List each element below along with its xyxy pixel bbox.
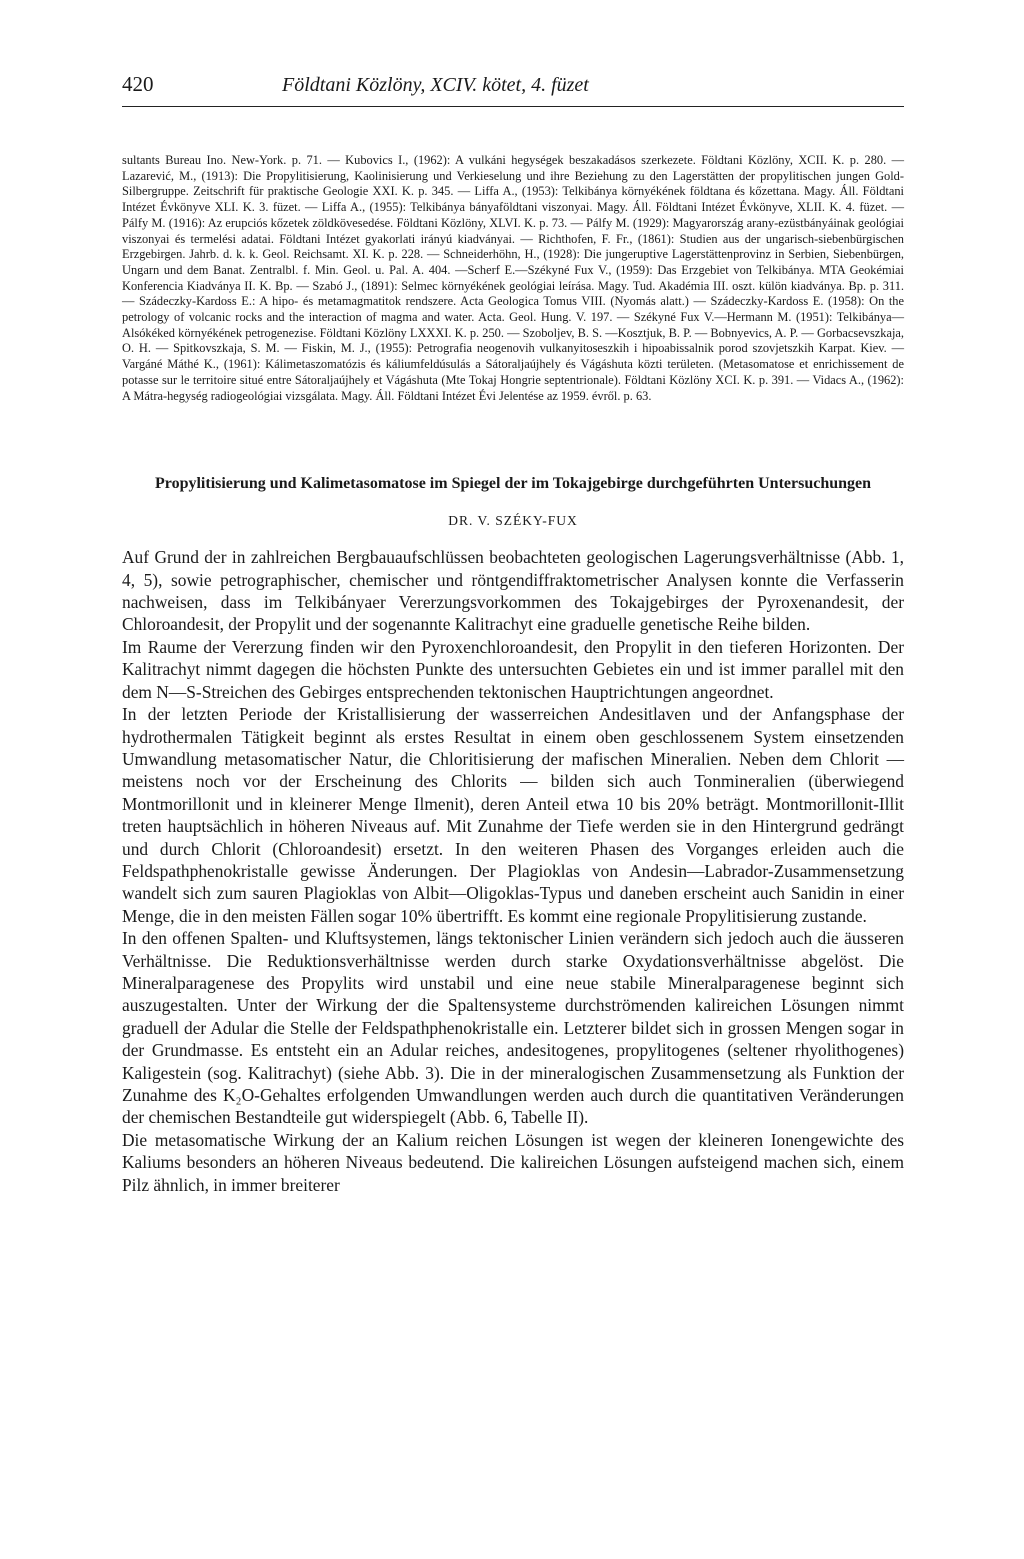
body-paragraph: Im Raume der Vererzung finden wir den Pyroxenchloroandesit, den Propylit in den tieferen Horizonten. Der Kalitrachyt nimmt dagegen die höchsten Punkte des untersuchten Gebietes ein und ist immer parallel mit den dem N—S-Streichen des Gebirges entsprechenden tektonischen Hauptrichtungen angeordnet.: [122, 636, 904, 702]
article-author: DR. V. SZÉKY-FUX: [448, 513, 578, 529]
page-header: [122, 72, 904, 107]
body-paragraph: Die metasomatische Wirkung der an Kalium reichen Lösungen ist wegen der kleineren Ionengewichte des Kaliums besonders an höheren Niveaus bedeutend. Die kalireichen Lösungen aufsteigend machen sich, einem Pilz ähnlich, in immer breiterer: [122, 1129, 904, 1195]
page-number: 420: [122, 72, 154, 96]
body-paragraph: In den offenen Spalten- und Kluftsystemen, längs tektonischer Linien verändern sich jedoch auch die äusseren Verhältnisse. Die Reduktionsverhältnisse werden durch starke Oxydationsverhältnisse abgelöst. Die Mineralparagenese des Propylits wird unstabil und eine neue stabile Mineralparagenese beginnt sich auszugestalten. Unter der Wirkung der die Spaltensysteme durchströmenden kalireichen Lösungen nimmt graduell der Adular die Stelle der Feldspathphenokristalle ein. Letzterer bildet sich in grossen Mengen sogar in der Grundmasse. Es entsteht ein an Adular reiches, andesitogenes, propylitogenes (seltener rhyolithogenes) Kaligestein (sog. Kalitrachyt) (siehe Abb. 3). Die in der mineralogischen Zusammensetzung als Funktion der Zunahme des K₂O-Gehaltes erfolgenden Umwandlungen werden auch durch die quantitativen Veränderungen der chemischen Bestandteile gut widerspiegelt (Abb. 6, Tabelle II).: [122, 928, 904, 1128]
references-text: sultants Bureau Ino. New-York. p. 71. — Kubovics I., (1962): A vulkáni hegységek beszakadásos szerkezete. Földtani Közlöny, XCII. K. p. 280. — Lazarević, M., (1913): Die Propylitisierung, Kaolinisierung und Verkieselung und ihre Beziehung zu den Lagerstätten der propylitischen jungen Gold-Silbergruppe. Zeitschrift für praktische Geologie XXI. K. p. 345. — Liffa A., (1953): Telkibánya környékének földtana és kőzettana. Magy. Áll. Földtani Intézet Évkönyve XLI. K. 3. füzet. — Liffa A., (1955): Telkibánya bányaföldtani viszonyai. Magy. Áll. Földtani Intézet Évkönyve, XLII. K. 4. füzet. — Pálfy M. (1916): Az erupciós kőzetek zöldkövesedése. Földtani Közlöny, XLVI. K. p. 73. — Pálfy M. (1929): Magyarország arany-ezüstbányáinak geológiai viszonyai és termelési adatai. Földtani Intézet gyakorlati irányú kiadványai. — Richthofen, F. Fr., (1861): Studien aus der ungarisch-siebenbürgischen Erzgebirgen. Jahrb. d. k. k. Geol. Reichsamt. XI. K. p. 228. — Schneiderhöhn, H., (1928): Die jungeruptive Lagerstättenprovinz in Serbien, Siebenbürgen, Ungarn und dem Banat. Zentralbl. f. Min. Geol. u. Pal. A. 404. —Scherf E.—Székyné Fux V., (1959): Das Erzgebiet von Telkibánya. MTA Geokémiai Konferencia Kiadványa II. K. Bp. — Szabó J., (1891): Selmec környékének geológiai leírása. Magy. Tud. Akadémia III. oszt. külön kiadványa. Bp. p. 311. — Szádeczky-Kardoss E.: A hipo- és metamagmatitok rendszere. Acta Geologica Tomus VIII. (Nyomás alatt.) — Szádeczky-Kardoss E. (1958): On the petrology of volcanic rocks and the interaction of magma and water. Acta. Geol. Hung. V. 197. — Székyné Fux V.—Hermann M. (1951): Telkibánya—Alsókéked környékének petrogenezise. Földtani Közlöny LXXXI. K. p. 250. — Szoboljev, B. S. —Kosztjuk, B. P. — Bobnyevics, A. P. — Gorbacsevszkaja, O. H. — Spitkovszkaja, S. M. — Fiskin, M. J., (1955): Petrografia neogenovih vulkanyitoseszkih i hipoabissalnik porod szovjetszkih Karpat. Kiev. — Vargáné Máthé K., (1961): Kálimetaszomatózis és káliumfeldúsulás a Sátoraljaújhely és Vágáshuta közti területen. (Metasomatose et enrichissement de potasse sur le territoire situé entre Sátoraljaújhely et Vágáshuta (Mte Tokaj Hongrie septentrionale). Földtani Közlöny XCI. K. p. 391. — Vidacs A., (1962): A Mátra-hegység radiogeológiai vizsgálata. Magy. Áll. Földtani Intézet Évi Jelentése az 1959. évről. p. 63.: [122, 153, 904, 403]
running-title: Földtani Közlöny, XCIV. kötet, 4. füzet: [282, 74, 589, 96]
journal-page: [122, 72, 904, 1196]
body-paragraph: Auf Grund der in zahlreichen Bergbauaufschlüssen beobachteten geologischen Lagerungsverhältnisse (Abb. 1, 4, 5), sowie petrographischer, chemischer und röntgendiffraktometrischer Analysen konnte die Verfasserin nachweisen, dass im Telkibányaer Vererzungsvorkommen des Tokajgebirges der Pyroxenandesit, der Chloroandesit, der Propylit und der sogenannte Kalitrachyt eine graduelle genetische Reihe bilden.: [122, 547, 904, 635]
article-title: Propylitisierung und Kalimetasomatose im Spiegel der im Tokajgebirge durchgeführten Untersuchungen: [154, 475, 872, 493]
article-body: [122, 546, 904, 1196]
references-block: [122, 153, 904, 404]
body-paragraph: In der letzten Periode der Kristallisierung der wasserreichen Andesitlaven und der Anfangsphase der hydrothermalen Tätigkeit beginnt als erstes Resultat in einem oben geschlossenem System einsetzenden Umwandlung metasomatischer Natur, die Chloritisierung der mafischen Mineralien. Neben dem Chlorit — meistens noch vor der Erscheinung des Chlorits — bilden sich auch Tonmineralien (überwiegend Montmorillonit und in kleinerer Menge Ilmenit), deren Anteil etwa 10 bis 20% beträgt. Montmorillonit-Illit treten hauptsächlich in höheren Niveaus auf. Mit Zunahme der Tiefe werden sie in den Hintergrund gedrängt und durch Chlorit (Chloroandesit) ersetzt. In den weiteren Phasen des Vorganges erleiden auch die Feldspathphenokristalle gewisse Änderungen. Der Plagioklas von Andesin—Labrador-Zusammensetzung wandelt sich zum sauren Plagioklas von Albit—Oligoklas-Typus und daneben erscheint auch Sanidin in einer Menge, die in den meisten Fällen sogar 10% übertrifft. Es kommt eine regionale Propylitisierung zustande.: [122, 704, 904, 926]
